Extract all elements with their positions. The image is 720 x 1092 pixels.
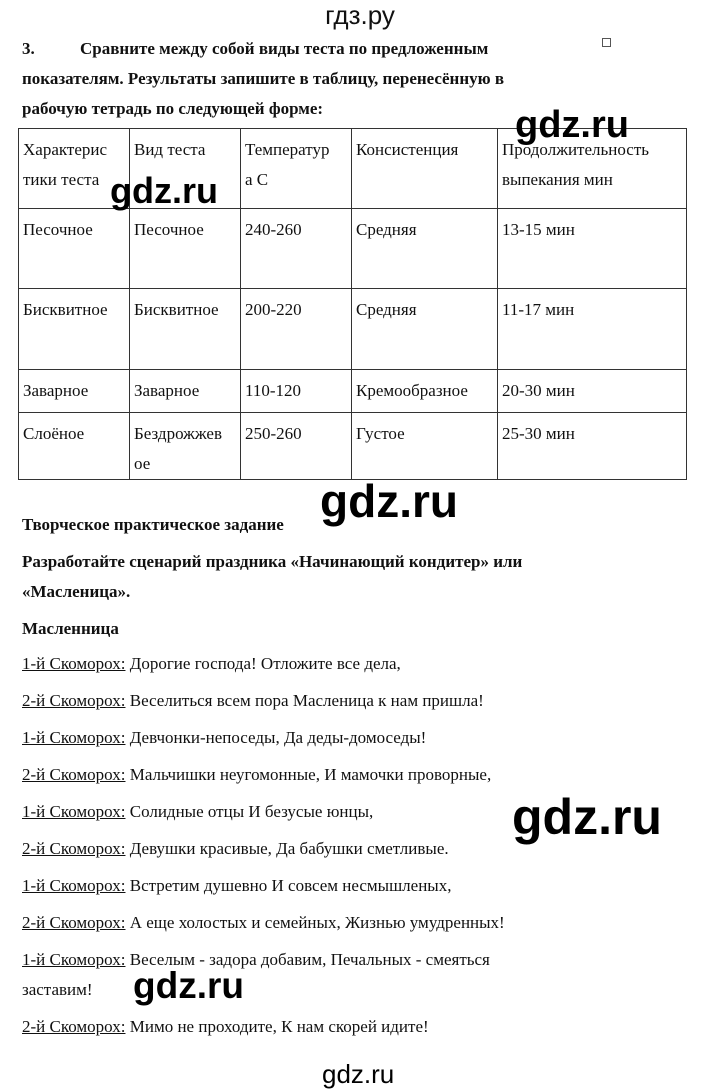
table-cell: Бисквитное xyxy=(19,289,130,370)
speaker-label: 2-й Скоморох: xyxy=(22,839,126,858)
table-cell: Средняя xyxy=(352,209,498,289)
script-line: 2-й Скоморох: Мимо не проходите, К нам скорей идите! xyxy=(22,1017,429,1036)
script-line-continuation: заставим! xyxy=(22,980,93,999)
table-row xyxy=(19,289,687,370)
watermark: gdz.ru xyxy=(133,965,244,1006)
script-line: 1-й Скоморох: Девчонки-непоседы, Да деды-домоседы! xyxy=(22,728,427,747)
table-cell: 110-120 xyxy=(241,370,352,413)
table-cell: 13-15 мин xyxy=(498,209,687,289)
script-line: 2-й Скоморох: Девушки красивые, Да бабушки сметливые. xyxy=(22,839,449,858)
table-cell: 200-220 xyxy=(241,289,352,370)
creative-prompt-1: Разработайте сценарий праздника «Начинающий кондитер» или xyxy=(22,552,523,571)
watermark: gdz.ru xyxy=(515,104,629,146)
checkbox-icon xyxy=(602,38,611,47)
scenario-subtitle: Масленница xyxy=(22,619,119,638)
site-header: гдз.ру xyxy=(325,0,395,30)
watermark: gdz.ru xyxy=(320,475,458,527)
header-cell: Продолжительность выпекания мин xyxy=(498,129,687,209)
header-cell: Консистенция xyxy=(352,129,498,209)
task-number: 3. xyxy=(22,39,35,58)
speaker-label: 2-й Скоморох: xyxy=(22,913,126,932)
table-cell: Заварное xyxy=(19,370,130,413)
table-cell: 20-30 мин xyxy=(498,370,687,413)
table-row xyxy=(19,370,687,413)
script-line: 2-й Скоморох: А еще холостых и семейных, Жизнью умудренных! xyxy=(22,913,505,932)
script-line: 1-й Скоморох: Веселым - задора добавим, Печальных - смеяться xyxy=(22,950,490,969)
speaker-label: 1-й Скоморох: xyxy=(22,728,126,747)
table-cell: Слоёное xyxy=(19,413,130,480)
table-cell: Густое xyxy=(352,413,498,480)
header-cell: Температур а С xyxy=(241,129,352,209)
table-row xyxy=(19,413,687,480)
watermark: gdz.ru xyxy=(512,789,662,845)
speaker-label: 2-й Скоморох: xyxy=(22,691,126,710)
table-cell: Кремообразное xyxy=(352,370,498,413)
table-cell: Средняя xyxy=(352,289,498,370)
header-cell: Характерис тики теста xyxy=(19,129,130,209)
speaker-label: 1-й Скоморох: xyxy=(22,654,126,673)
speaker-label: 1-й Скоморох: xyxy=(22,950,126,969)
table-cell: 11-17 мин xyxy=(498,289,687,370)
script-line: 1-й Скоморох: Встретим душевно И совсем несмышленых, xyxy=(22,876,452,895)
script-line: 2-й Скоморох: Мальчишки неугомонные, И мамочки проворные, xyxy=(22,765,492,784)
table-cell: 250-260 xyxy=(241,413,352,480)
table-cell: Песочное xyxy=(130,209,241,289)
script-line: 1-й Скоморох: Дорогие господа! Отложите все дела, xyxy=(22,654,401,673)
task-line-1 xyxy=(22,38,488,60)
script-line: 1-й Скоморох: Солидные отцы И безусые юнцы, xyxy=(22,802,374,821)
table-cell: Заварное xyxy=(130,370,241,413)
script-line: 2-й Скоморох: Веселиться всем пора Масленица к нам пришла! xyxy=(22,691,484,710)
speaker-label: 2-й Скоморох: xyxy=(22,1017,126,1036)
watermark: gdz.ru xyxy=(110,170,218,211)
task-text-1: Сравните между собой виды теста по предложенным xyxy=(80,39,489,58)
creative-title: Творческое практическое задание xyxy=(22,515,284,534)
task-line-2: показателям. Результаты запишите в таблицу, перенесённую в xyxy=(22,69,505,88)
header-cell: Вид теста xyxy=(130,129,241,209)
table-cell: Бисквитное xyxy=(130,289,241,370)
creative-prompt-2: «Масленица». xyxy=(22,582,131,601)
speaker-label: 2-й Скоморох: xyxy=(22,765,126,784)
task-line-3: рабочую тетрадь по следующей форме: xyxy=(22,99,324,118)
table-row xyxy=(19,209,687,289)
speaker-label: 1-й Скоморох: xyxy=(22,876,126,895)
speaker-label: 1-й Скоморох: xyxy=(22,802,126,821)
table-cell: Бездрожжев ое xyxy=(130,413,241,480)
table-cell: 240-260 xyxy=(241,209,352,289)
table-cell: Песочное xyxy=(19,209,130,289)
watermark: gdz.ru xyxy=(322,1059,395,1089)
table-cell: 25-30 мин xyxy=(498,413,687,480)
